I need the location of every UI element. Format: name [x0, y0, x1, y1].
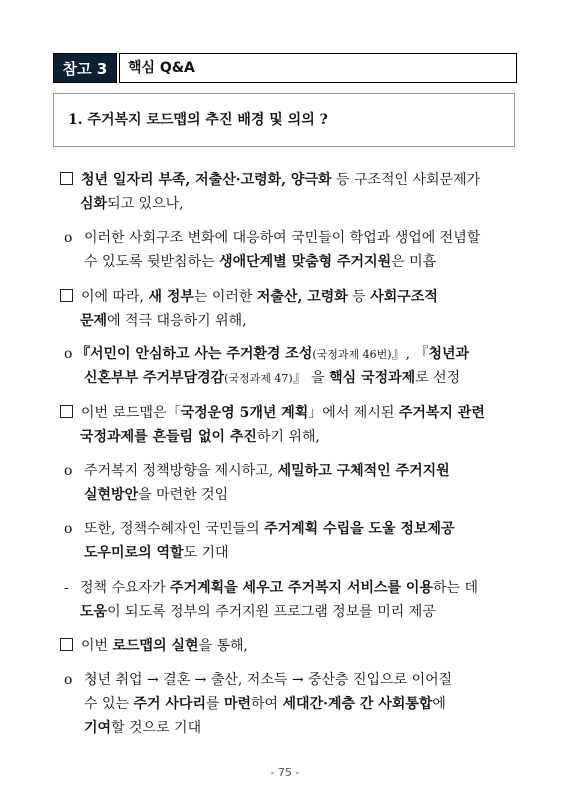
p1-bold-2: 심화	[80, 196, 108, 212]
circle-bullet-icon: o	[64, 521, 73, 537]
square-bullet-icon	[60, 405, 73, 418]
paragraph-6-line-1	[64, 459, 450, 483]
section-title: 핵심 Q&A	[119, 53, 517, 83]
paragraph-1-line-2	[80, 192, 184, 216]
p4-text-1: 』, 『	[391, 346, 429, 362]
question-box	[53, 93, 515, 147]
p5-text-1: 이번 로드맵은「	[81, 405, 181, 421]
paragraph-8-line-1	[64, 576, 478, 600]
paragraph-7-line-2	[84, 541, 229, 565]
p10-bold-3: 세대간·계층 간 사회통합	[282, 696, 433, 712]
square-bullet-icon	[60, 638, 73, 651]
p1-bold-1: 청년 일자리 부족, 저출산·고령화, 양극화	[81, 172, 332, 188]
paragraph-4-line-2	[84, 366, 460, 391]
paragraph-3-line-2	[80, 309, 247, 333]
square-bullet-icon	[60, 172, 73, 185]
p5-bold-2: 주거복지 관련	[398, 405, 485, 421]
paragraph-7-line-1	[64, 517, 455, 541]
p8-text-1: 정책 수요자가	[80, 580, 171, 596]
question-text: 1. 주거복지 로드맵의 추진 배경 및 의의 ?	[68, 112, 328, 128]
p7-bold-1: 주거계획 수립을 도울 정보제공	[264, 521, 455, 537]
p4-bold-1: 『서민이 안심하고 사는 주거환경 조성	[76, 346, 313, 362]
p9-bold-1: 로드맵의 실현	[112, 638, 199, 654]
p4-bold-3: 신혼부부 주거부담경감	[84, 370, 225, 386]
square-bullet-icon	[60, 289, 73, 302]
p8-bold-1: 주거계획을 세우고 주거복지 서비스를 이용	[170, 580, 433, 596]
p5-bold-1: 국정운영 5개년 계획	[180, 405, 309, 421]
p3-bold-4: 문제	[80, 313, 108, 329]
circle-bullet-icon: o	[64, 230, 73, 246]
paragraph-6-line-2	[84, 483, 228, 507]
dash-bullet-icon: -	[64, 580, 69, 596]
p2-bold-1: 생애단계별 맞춤형 주거지원	[219, 254, 392, 270]
p10-text-4: 하여	[251, 696, 283, 712]
p4-bold-2: 청년과	[428, 346, 470, 362]
paragraph-10-line-1	[64, 668, 452, 692]
paragraph-3-line-1	[60, 285, 438, 309]
p9-text-1: 이번	[81, 638, 113, 654]
p5-text-2: 」에서 제시된	[308, 405, 399, 421]
p4-text-3: 로 선정	[415, 370, 461, 386]
p8-text-2: 하는 데	[432, 580, 479, 596]
p3-text-1: 이에 따라,	[81, 289, 149, 305]
p8-text-3: 이 되도록 정부의 주거지원 프로그램 정보를 미리 제공	[107, 604, 436, 620]
page-number: - 75 -	[270, 766, 300, 779]
p1-text-2: 되고 있으나,	[107, 196, 184, 212]
paragraph-2-line-1	[64, 226, 480, 250]
p3-text-2: 는 이러한	[193, 289, 257, 305]
p3-text-3: 등	[347, 289, 371, 305]
p4-text-2: 』 을	[292, 370, 330, 386]
p6-bold-2: 실현방안	[84, 487, 139, 503]
p3-bold-3: 사회구조적	[370, 289, 438, 305]
p2-text-1: 이러한 사회구조 변화에 대응하여 국민들이 학업과 생업에 전념할	[84, 230, 481, 246]
p2-text-2: 수 있도록 뒷받침하는	[84, 254, 220, 270]
p4-small-1: (국정과제 46번)	[312, 348, 392, 361]
circle-bullet-icon: o	[64, 346, 73, 362]
p10-bold-4: 기여	[84, 720, 112, 736]
p7-bold-2: 도우미로의 역할	[84, 545, 184, 561]
p10-bold-2: 마련	[223, 696, 252, 712]
paragraph-8-line-2	[80, 600, 436, 624]
p6-text-1: 주거복지 정책방향을 제시하고,	[84, 463, 278, 479]
p5-text-3: 하기 위해,	[256, 429, 320, 445]
p7-text-2: 도 기대	[183, 545, 229, 561]
paragraph-5-line-2	[80, 425, 320, 449]
paragraph-1-line-1	[60, 168, 480, 192]
p10-text-3: 를	[205, 696, 224, 712]
p10-text-5: 에	[432, 696, 446, 712]
paragraph-10-line-2	[84, 692, 446, 716]
paragraph-5-line-1	[60, 401, 485, 425]
paragraph-9-line-1	[60, 634, 248, 658]
p3-text-4: 에 적극 대응하기 위해,	[107, 313, 247, 329]
circle-bullet-icon: o	[64, 463, 73, 479]
p2-text-3: 은 미흡	[391, 254, 437, 270]
paragraph-4-line-1	[64, 342, 469, 367]
p6-bold-1: 세밀하고 구체적인 주거지원	[277, 463, 450, 479]
reference-tag: 참고 3	[53, 53, 117, 83]
circle-bullet-icon: o	[64, 672, 73, 688]
p7-text-1: 또한, 정책수혜자인 국민들의	[84, 521, 265, 537]
reference-header	[53, 53, 517, 83]
paragraph-10-line-3	[84, 716, 201, 740]
p10-text-1: 청년 취업 → 결혼 → 출산, 저소득 → 중산층 진입으로 이어질	[84, 672, 453, 688]
p10-bold-1: 주거 사다리	[133, 696, 206, 712]
p3-bold-1: 새 정부	[148, 289, 194, 305]
p5-bold-3: 국정과제를 흔들림 없이 추진	[80, 429, 257, 445]
p8-bold-2: 도움	[80, 604, 108, 620]
p4-bold-4: 핵심 국정과제	[329, 370, 416, 386]
paragraph-2-line-2	[84, 250, 436, 274]
p10-text-6: 할 것으로 기대	[111, 720, 202, 736]
p6-text-2: 을 마련한 것임	[138, 487, 229, 503]
p3-bold-2: 저출산, 고령화	[256, 289, 348, 305]
p4-small-2: (국정과제 47)	[224, 372, 293, 385]
p9-text-2: 을 통해,	[198, 638, 249, 654]
p1-text-1: 등 구조적인 사회문제가	[331, 172, 481, 188]
p10-text-2: 수 있는	[84, 696, 134, 712]
